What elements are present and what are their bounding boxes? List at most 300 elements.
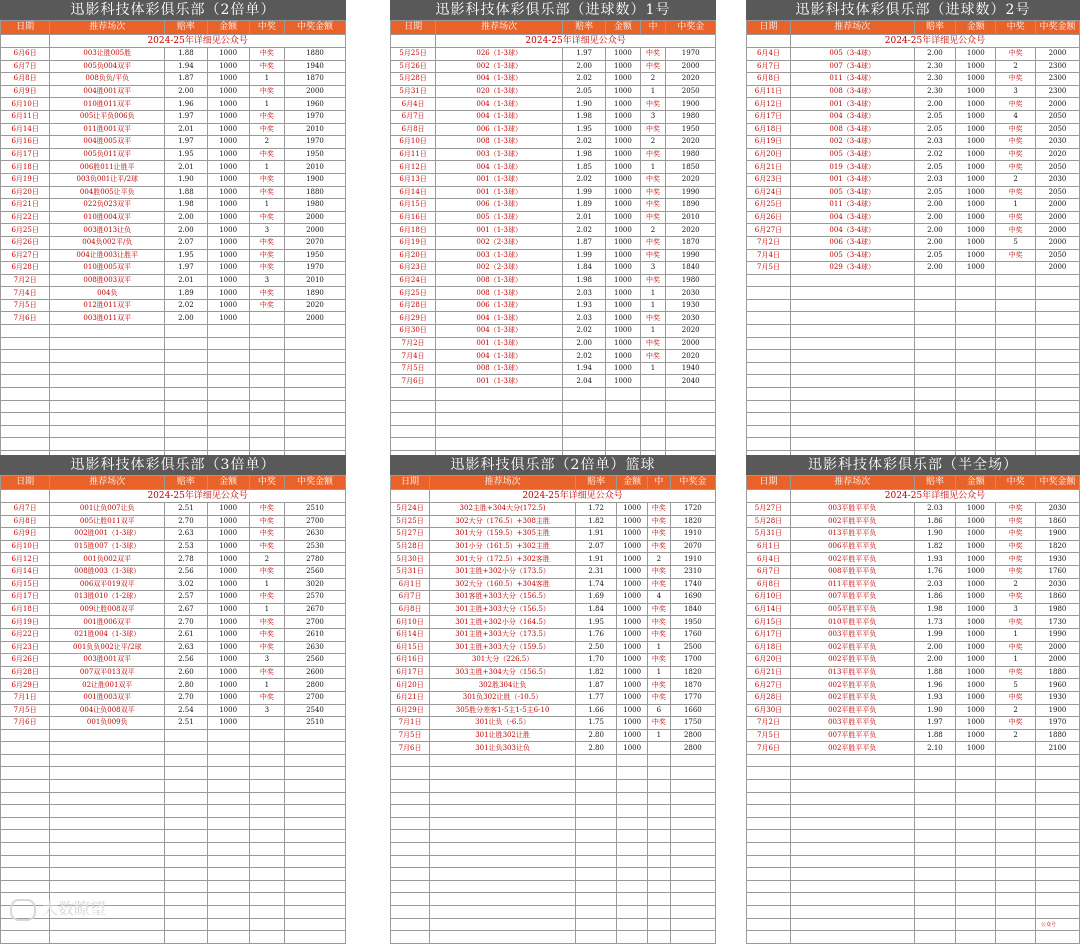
empty-cell [956, 400, 996, 413]
empty-cell [666, 425, 716, 438]
table-row [747, 515, 1080, 528]
table-header-row [747, 21, 1080, 35]
table-row [747, 553, 1080, 566]
stake-cell: 1000 [207, 565, 249, 578]
odds-cell: 2.00 [914, 211, 956, 224]
empty-cell [956, 843, 996, 856]
empty-cell [790, 817, 914, 830]
empty-row [747, 375, 1080, 388]
stake-cell: 1000 [606, 148, 640, 161]
payout-cell: 1970 [284, 262, 345, 275]
table-row [391, 73, 716, 86]
column-header: 日期 [747, 476, 791, 490]
payout-cell: 2000 [1035, 641, 1079, 654]
date-cell: 6月19日 [1, 173, 50, 186]
result-cell: 中奖 [648, 565, 671, 578]
stake-cell: 1000 [207, 85, 249, 98]
result-cell: 1 [996, 654, 1036, 667]
empty-cell [50, 830, 165, 843]
empty-row [1, 413, 346, 426]
payout-cell: 1970 [666, 48, 716, 61]
date-cell: 6月28日 [1, 666, 50, 679]
table-row [1, 173, 346, 186]
date-cell: 6月11日 [391, 148, 436, 161]
column-header: 日期 [1, 476, 50, 490]
empty-cell [165, 817, 207, 830]
match-cell: 301主胜+303大分（173.5） [430, 628, 576, 641]
date-cell: 6月26日 [1, 236, 50, 249]
table-row [1, 48, 346, 61]
result-cell: 3 [996, 603, 1036, 616]
table-row [747, 173, 1080, 186]
result-cell: 1 [249, 603, 284, 616]
empty-cell [996, 312, 1036, 325]
empty-row [1, 337, 346, 350]
odds-cell: 1.87 [576, 679, 617, 692]
table-row [391, 337, 716, 350]
empty-cell [956, 362, 996, 375]
payout-cell: 2570 [284, 591, 345, 604]
empty-cell [1035, 817, 1079, 830]
panel-title: 迅影科技俱乐部（2倍单）篮球 [390, 455, 716, 475]
result-cell: 中奖 [640, 337, 666, 350]
result-cell [996, 742, 1036, 755]
empty-cell [249, 817, 284, 830]
date-cell: 6月22日 [1, 211, 50, 224]
empty-cell [563, 413, 606, 426]
match-cell: 301小分（161.5）+302主胜 [430, 540, 576, 553]
date-cell: 6月9日 [1, 528, 50, 541]
empty-cell [1, 375, 50, 388]
empty-cell [1, 425, 50, 438]
empty-cell [670, 855, 715, 868]
date-cell: 7月1日 [1, 691, 50, 704]
date-cell: 6月21日 [1, 199, 50, 212]
odds-cell: 2.03 [914, 503, 956, 516]
empty-cell [996, 274, 1036, 287]
date-cell: 7月6日 [391, 742, 430, 755]
date-cell: 5月27日 [747, 503, 791, 516]
empty-cell [391, 425, 436, 438]
payout-cell: 1910 [670, 528, 715, 541]
date-cell: 6月17日 [1, 591, 50, 604]
empty-cell [284, 325, 345, 338]
empty-cell [996, 299, 1036, 312]
table-row [391, 565, 716, 578]
odds-cell: 2.80 [165, 679, 207, 692]
result-cell: 中奖 [249, 48, 284, 61]
stake-cell: 1000 [956, 679, 996, 692]
empty-cell [1035, 325, 1079, 338]
column-header: 中奖金额 [1035, 476, 1079, 490]
result-cell: 中奖 [996, 98, 1036, 111]
subheader-empty-cell [391, 35, 436, 48]
empty-cell [1035, 931, 1079, 944]
empty-cell [391, 817, 430, 830]
column-header: 赔率 [165, 476, 207, 490]
table-row [391, 503, 716, 516]
table-row [747, 161, 1080, 174]
empty-cell [391, 918, 430, 931]
column-header: 日期 [391, 21, 436, 35]
empty-row [747, 325, 1080, 338]
payout-cell: 2070 [284, 236, 345, 249]
payout-cell: 1970 [284, 110, 345, 123]
empty-cell [617, 754, 648, 767]
match-cell: 004让胜003让胜平 [50, 249, 165, 262]
result-cell: 中奖 [996, 691, 1036, 704]
empty-cell [996, 350, 1036, 363]
table-row [391, 123, 716, 136]
stake-cell: 1000 [606, 123, 640, 136]
payout-cell: 1890 [284, 287, 345, 300]
empty-cell [1, 742, 50, 755]
match-cell: 011胜001双平 [50, 123, 165, 136]
table-row [391, 186, 716, 199]
empty-cell [914, 350, 956, 363]
result-cell: 中奖 [996, 148, 1036, 161]
match-cell: 301主胜+303大分（159.5） [430, 641, 576, 654]
match-cell: 004（1-3球） [436, 312, 563, 325]
empty-cell [996, 400, 1036, 413]
odds-cell: 1.98 [563, 274, 606, 287]
empty-row [1, 388, 346, 401]
date-cell: 6月21日 [747, 161, 791, 174]
table-row [1, 641, 346, 654]
empty-cell [207, 931, 249, 944]
result-cell: 中奖 [249, 60, 284, 73]
empty-cell [436, 400, 563, 413]
odds-cell: 2.00 [165, 85, 207, 98]
odds-cell: 2.01 [165, 161, 207, 174]
empty-cell [747, 299, 791, 312]
empty-cell [207, 375, 249, 388]
empty-cell [563, 438, 606, 451]
empty-cell [391, 855, 430, 868]
date-cell: 5月27日 [391, 528, 430, 541]
table-row [1, 299, 346, 312]
odds-cell: 1.87 [563, 236, 606, 249]
result-cell: 6 [648, 704, 671, 717]
payout-cell: 2000 [666, 337, 716, 350]
empty-cell [50, 350, 165, 363]
payout-cell: 2020 [666, 325, 716, 338]
empty-cell [1, 754, 50, 767]
empty-cell [207, 438, 249, 451]
match-cell: 001（1-3球） [436, 375, 563, 388]
stake-cell: 1000 [956, 603, 996, 616]
odds-cell: 1.98 [165, 199, 207, 212]
stake-cell: 1000 [956, 666, 996, 679]
empty-cell [914, 413, 956, 426]
payout-cell: 2700 [284, 691, 345, 704]
stake-cell: 1000 [956, 262, 996, 275]
match-cell: 008（3-4球） [790, 85, 914, 98]
empty-cell [50, 817, 165, 830]
empty-cell [648, 754, 671, 767]
odds-cell: 1.90 [563, 98, 606, 111]
stake-cell: 1000 [956, 148, 996, 161]
odds-cell: 2.00 [165, 211, 207, 224]
panel-3x-single [0, 455, 346, 930]
odds-cell: 2.01 [165, 274, 207, 287]
odds-cell: 1.70 [576, 654, 617, 667]
empty-cell [640, 438, 666, 451]
result-cell: 1 [996, 628, 1036, 641]
empty-cell [914, 287, 956, 300]
date-cell: 6月11日 [747, 85, 791, 98]
table-row [1, 199, 346, 212]
column-header: 赔率 [914, 21, 956, 35]
empty-cell [1035, 337, 1079, 350]
empty-cell [790, 780, 914, 793]
match-cell: 003平胜平平负 [790, 503, 914, 516]
stake-cell: 1000 [207, 173, 249, 186]
empty-cell [640, 425, 666, 438]
match-cell: 002平胜平平负 [790, 553, 914, 566]
column-header: 中奖金额 [1035, 21, 1079, 35]
empty-row [391, 780, 716, 793]
odds-cell: 1.76 [914, 565, 956, 578]
payout-cell: 2560 [284, 565, 345, 578]
match-cell: 003平胜平平负 [790, 628, 914, 641]
table-row [747, 729, 1080, 742]
empty-row [1, 792, 346, 805]
empty-cell [1035, 388, 1079, 401]
result-cell: 3 [249, 224, 284, 237]
payout-cell: 2630 [284, 641, 345, 654]
subheader-text: 2024-25年详细见公众号 [430, 490, 716, 503]
odds-cell: 1.74 [576, 578, 617, 591]
empty-cell [648, 931, 671, 944]
empty-cell [956, 413, 996, 426]
match-cell: 004（1-3球） [436, 98, 563, 111]
empty-cell [747, 893, 791, 906]
date-cell: 7月6日 [391, 375, 436, 388]
empty-cell [914, 880, 956, 893]
match-cell: 008（1-3球） [436, 287, 563, 300]
table-row [391, 691, 716, 704]
stake-cell: 1000 [207, 679, 249, 692]
odds-cell: 2.02 [563, 350, 606, 363]
match-cell: 005（3-4球） [790, 148, 914, 161]
empty-cell [670, 868, 715, 881]
subheader-empty-cell [391, 490, 430, 503]
table-row [391, 173, 716, 186]
odds-cell: 2.00 [914, 262, 956, 275]
table-row [1, 515, 346, 528]
date-cell: 6月15日 [1, 578, 50, 591]
date-cell: 6月22日 [1, 628, 50, 641]
empty-cell [50, 337, 165, 350]
empty-cell [165, 413, 207, 426]
empty-cell [284, 729, 345, 742]
payout-cell: 2780 [284, 553, 345, 566]
empty-cell [1035, 830, 1079, 843]
payout-cell: 1860 [1035, 591, 1079, 604]
table-row [1, 679, 346, 692]
empty-row [391, 425, 716, 438]
empty-row [391, 413, 716, 426]
payout-cell: 2050 [1035, 123, 1079, 136]
empty-cell [165, 388, 207, 401]
odds-cell: 2.60 [165, 666, 207, 679]
empty-cell [391, 906, 430, 919]
panel-goals-1 [390, 0, 716, 452]
payout-cell: 1880 [284, 48, 345, 61]
match-cell: 004（1-3球） [436, 325, 563, 338]
stake-cell: 1000 [606, 224, 640, 237]
table-row [747, 98, 1080, 111]
payout-cell: 1760 [670, 628, 715, 641]
match-cell: 301负302让胜（-10.5） [430, 691, 576, 704]
empty-cell [670, 843, 715, 856]
empty-cell [648, 767, 671, 780]
empty-cell [996, 754, 1036, 767]
column-header: 中奖 [996, 21, 1036, 35]
empty-row [1, 400, 346, 413]
result-cell: 3 [640, 262, 666, 275]
empty-cell [430, 906, 576, 919]
date-cell: 7月5日 [747, 262, 791, 275]
empty-cell [790, 918, 914, 931]
empty-row [1, 325, 346, 338]
empty-cell [747, 855, 791, 868]
empty-cell [1, 780, 50, 793]
empty-cell [284, 880, 345, 893]
empty-row [747, 312, 1080, 325]
empty-row [391, 906, 716, 919]
empty-cell [165, 400, 207, 413]
empty-cell [670, 754, 715, 767]
stake-cell: 1000 [606, 249, 640, 262]
column-header: 金额 [617, 476, 648, 490]
stake-cell: 1000 [207, 274, 249, 287]
column-header: 中奖金 [666, 21, 716, 35]
odds-cell: 2.30 [914, 85, 956, 98]
empty-cell [747, 918, 791, 931]
stake-cell: 1000 [207, 603, 249, 616]
subheader-row [747, 35, 1080, 48]
watermark [10, 896, 106, 921]
result-cell: 中奖 [249, 528, 284, 541]
empty-row [1, 805, 346, 818]
empty-cell [606, 425, 640, 438]
match-cell: 021胜004（1-3球） [50, 628, 165, 641]
empty-cell [996, 388, 1036, 401]
empty-cell [50, 868, 165, 881]
stake-cell: 1000 [606, 287, 640, 300]
empty-cell [249, 880, 284, 893]
empty-cell [956, 780, 996, 793]
empty-cell [249, 388, 284, 401]
empty-cell [956, 337, 996, 350]
date-cell: 6月8日 [1, 73, 50, 86]
result-cell: 中奖 [249, 591, 284, 604]
odds-cell: 1.86 [914, 515, 956, 528]
odds-cell: 2.03 [563, 287, 606, 300]
empty-cell [670, 830, 715, 843]
table-row [391, 98, 716, 111]
odds-cell: 2.03 [914, 173, 956, 186]
empty-cell [563, 400, 606, 413]
empty-cell [249, 830, 284, 843]
payout-cell: 2800 [670, 729, 715, 742]
empty-row [391, 792, 716, 805]
date-cell: 6月20日 [391, 679, 430, 692]
match-cell: 005平胜平平负 [790, 603, 914, 616]
result-cell: 中奖 [640, 148, 666, 161]
stake-cell: 1000 [956, 236, 996, 249]
empty-cell [1, 438, 50, 451]
stake-cell: 1000 [207, 616, 249, 629]
empty-cell [996, 767, 1036, 780]
payout-cell: 1980 [666, 110, 716, 123]
result-cell: 中奖 [640, 350, 666, 363]
date-cell: 5月25日 [391, 515, 430, 528]
empty-cell [914, 931, 956, 944]
table-row [391, 528, 716, 541]
date-cell: 6月18日 [391, 224, 436, 237]
match-cell: 012胜011双平 [50, 299, 165, 312]
empty-cell [956, 805, 996, 818]
empty-cell [576, 792, 617, 805]
result-cell: 2 [648, 553, 671, 566]
empty-row [1, 729, 346, 742]
result-cell: 4 [996, 110, 1036, 123]
odds-cell: 1.97 [165, 110, 207, 123]
match-cell: 008（1-3球） [436, 274, 563, 287]
date-cell: 6月20日 [1, 186, 50, 199]
odds-cell: 2.56 [165, 565, 207, 578]
empty-cell [648, 792, 671, 805]
empty-cell [576, 868, 617, 881]
empty-cell [284, 388, 345, 401]
date-cell: 6月19日 [1, 616, 50, 629]
result-cell: 中奖 [648, 717, 671, 730]
column-header: 赔率 [563, 21, 606, 35]
payout-cell: 2000 [284, 85, 345, 98]
empty-cell [249, 350, 284, 363]
stake-cell: 1000 [617, 503, 648, 516]
match-cell: 005（1-3球） [436, 211, 563, 224]
panel-title: 迅影科技体彩俱乐部（进球数）1号 [390, 0, 716, 20]
match-cell: 002（3-4球） [790, 136, 914, 149]
subheader-text: 2024-25年详细见公众号 [50, 490, 346, 503]
odds-cell: 2.00 [914, 641, 956, 654]
empty-cell [648, 780, 671, 793]
empty-row [747, 893, 1080, 906]
odds-cell: 1.77 [576, 691, 617, 704]
date-cell: 6月1日 [747, 540, 791, 553]
date-cell: 5月30日 [391, 553, 430, 566]
match-cell: 004让负008双平 [50, 704, 165, 717]
result-cell: 1 [648, 729, 671, 742]
match-cell: 001负负002让平/2球 [50, 641, 165, 654]
empty-cell [165, 792, 207, 805]
table-row [391, 325, 716, 338]
table-row [747, 503, 1080, 516]
match-cell: 026（1-3球） [436, 48, 563, 61]
date-cell: 6月28日 [747, 691, 791, 704]
match-cell: 301大分（172.5）+302客胜 [430, 553, 576, 566]
odds-cell: 2.03 [914, 136, 956, 149]
empty-cell [670, 893, 715, 906]
match-cell: 006胜011让胜平 [50, 161, 165, 174]
result-cell: 中奖 [996, 553, 1036, 566]
date-cell: 5月28日 [391, 540, 430, 553]
stake-cell: 1000 [956, 691, 996, 704]
